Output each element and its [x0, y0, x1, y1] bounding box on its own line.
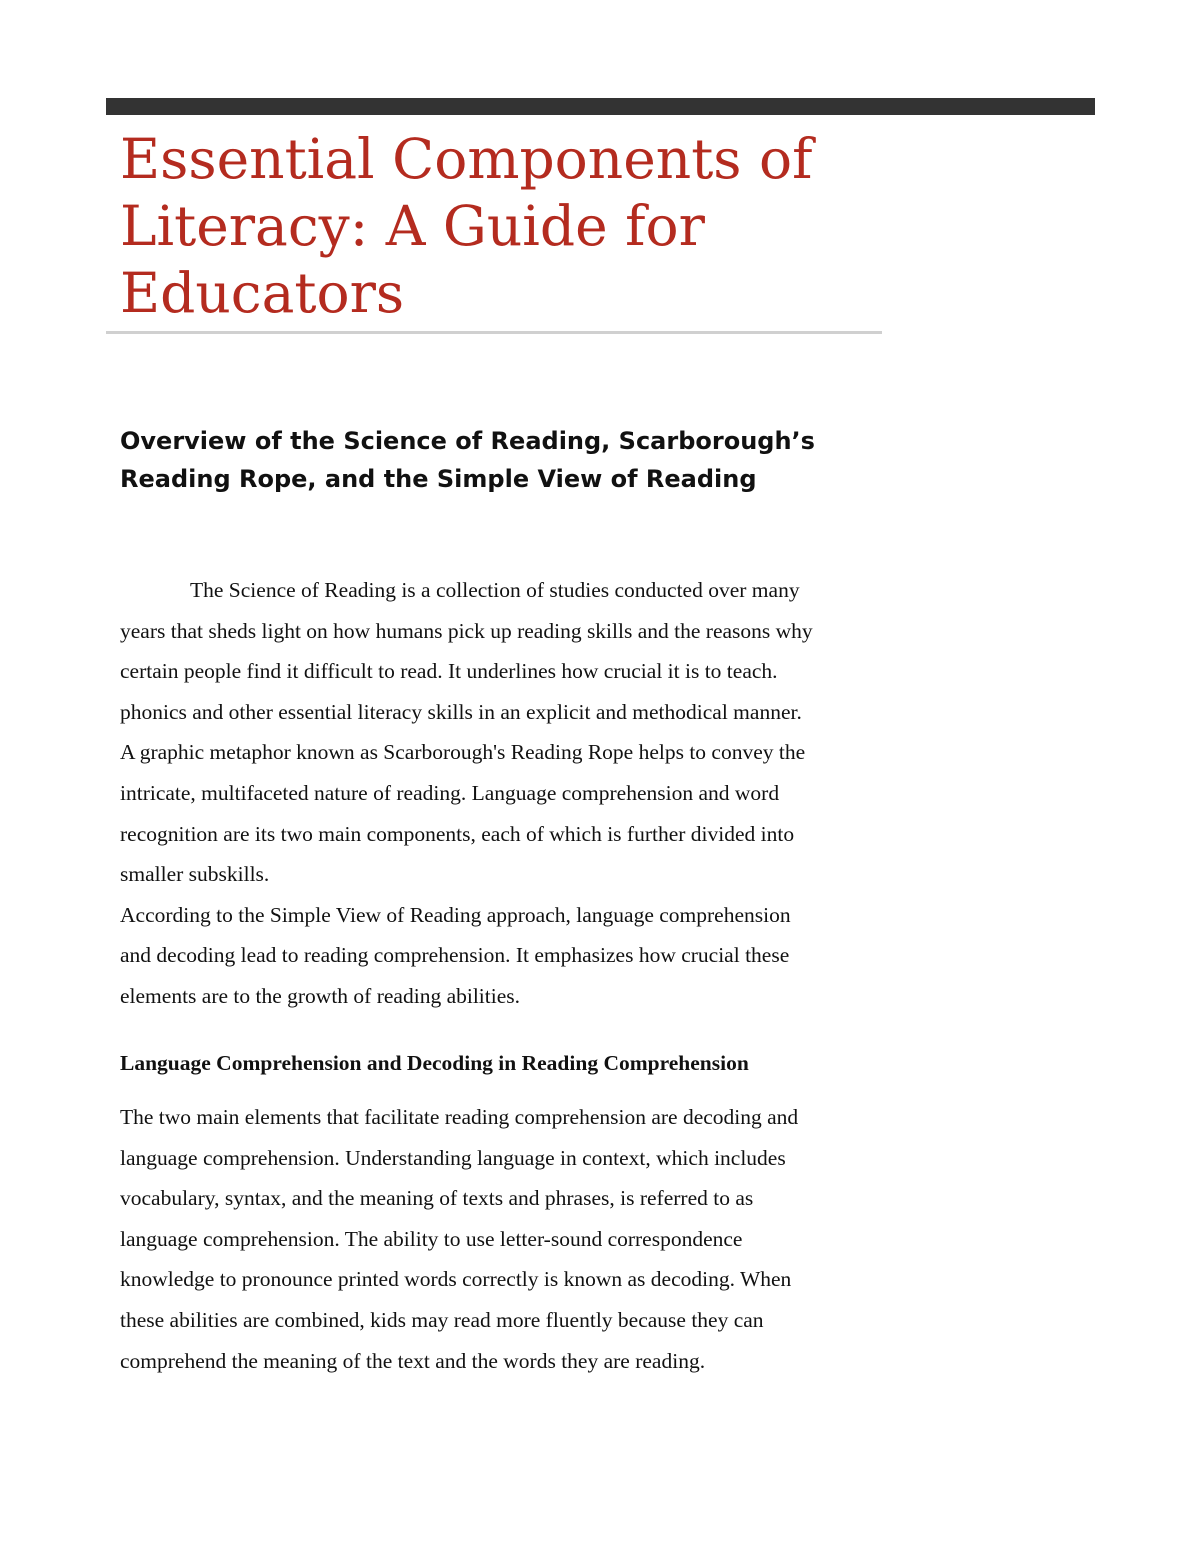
paragraph-line: The Science of Reading is a collection of studies conducted over many — [190, 578, 800, 602]
paragraph-line: According to the Simple View of Reading approach, language comprehension — [120, 902, 791, 927]
document-title: Essential Components of Literacy: A Guide for Educators — [120, 127, 813, 325]
header-bar — [106, 98, 1095, 115]
paragraph-line: intricate, multifaceted nature of reading. Language comprehension and word — [120, 780, 780, 805]
paragraph-line: knowledge to pronounce printed words correctly is known as decoding. When — [120, 1267, 792, 1292]
paragraph-line: language comprehension. The ability to use letter-sound correspondence — [120, 1226, 743, 1251]
paragraph-line: language comprehension. Understanding language in context, which includes — [120, 1145, 786, 1170]
paragraph-line: elements are to the growth of reading abilities. — [120, 983, 521, 1008]
section-heading: Overview of the Science of Reading, Scarborough’s Reading Rope, and the Simple View of Reading — [120, 427, 815, 493]
paragraph-line: years that sheds light on how humans pick up reading skills and the reasons why — [120, 618, 813, 643]
paragraph-line: comprehend the meaning of the text and the words they are reading. — [120, 1348, 706, 1373]
paragraph-line: recognition are its two main components, each of which is further divided into — [120, 821, 795, 846]
intro-paragraph — [120, 570, 920, 1017]
paragraph-line: and decoding lead to reading comprehension. It emphasizes how crucial these — [120, 943, 790, 968]
paragraph-line: smaller subskills. — [120, 862, 270, 887]
decoding-paragraph — [120, 1097, 920, 1381]
paragraph-line: The two main elements that facilitate reading comprehension are decoding and — [120, 1105, 799, 1129]
paragraph-line: certain people find it difficult to read. It underlines how crucial it is to teach. — [120, 659, 778, 684]
sub-heading: Language Comprehension and Decoding in Reading Comprehension — [120, 1051, 749, 1075]
title-divider — [106, 331, 882, 334]
paragraph-line: vocabulary, syntax, and the meaning of texts and phrases, is referred to as — [120, 1186, 754, 1211]
paragraph-line: these abilities are combined, kids may read more fluently because they can — [120, 1307, 764, 1332]
paragraph-line: phonics and other essential literacy skills in an explicit and methodical manner. — [120, 699, 802, 724]
paragraph-line: A graphic metaphor known as Scarborough's Reading Rope helps to convey the — [120, 740, 806, 765]
